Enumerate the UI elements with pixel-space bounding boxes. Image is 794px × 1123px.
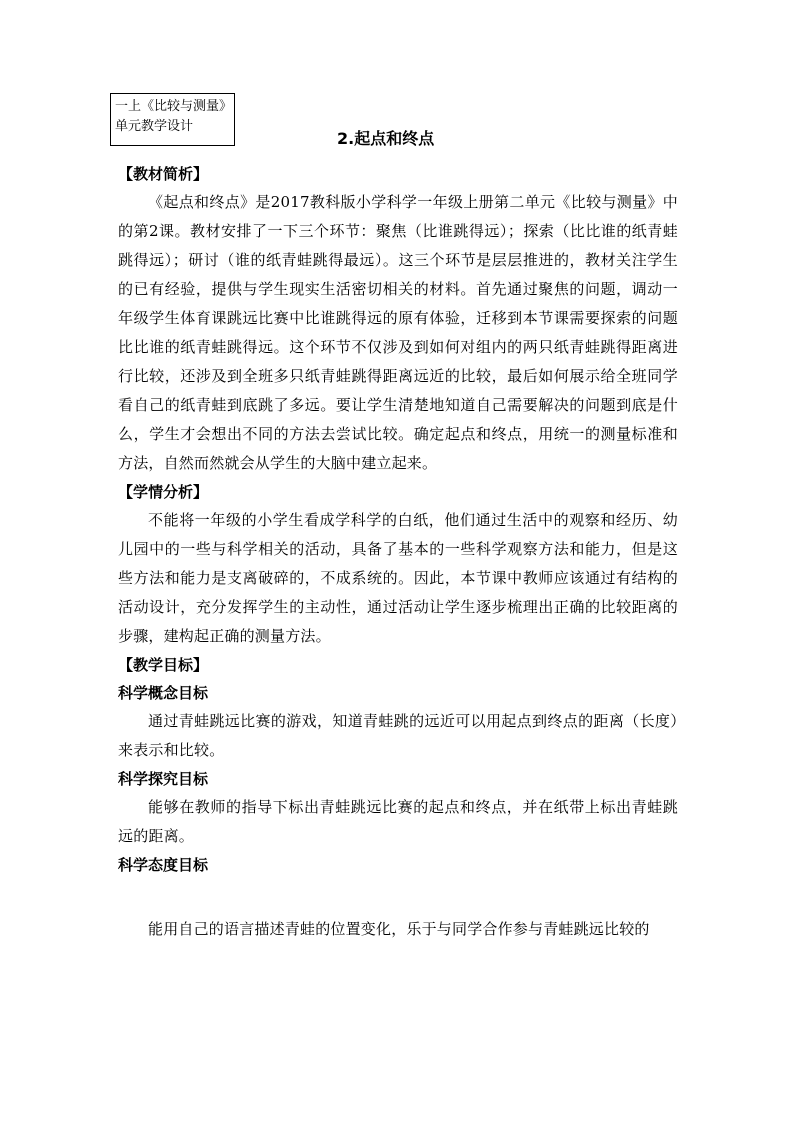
subheading-concept-goal: 科学概念目标 xyxy=(118,684,209,702)
paragraph-inquiry-goal: 能够在教师的指导下标出青蛙跳远比赛的起点和终点，并在纸带上标出青蛙跳远的距离。 xyxy=(118,798,678,845)
paragraph-concept-goal: 通过青蛙跳远比赛的游戏，知道青蛙跳的远近可以用起点到终点的距离（长度）来表示和比较。 xyxy=(118,712,678,759)
paragraph-students: 不能将一年级的小学生看成学科学的白纸，他们通过生活中的观察和经历、幼儿园中的一些与科学相关的活动，具备了基本的一些科学观察方法和能力，但是这些方法和能力是支离破碎的，不成系统的。因此，本节课中教师应该通过有结构的活动设计，充分发挥学生的主动性，通过活动让学生逐步梳理出正确的比较距离的步骤，建构起正确的测量方法。 xyxy=(118,511,678,645)
unit-label-line2: 单元教学设计 xyxy=(115,119,194,134)
lesson-title: 2.起点和终点 xyxy=(337,129,435,148)
section-heading-students: 【学情分析】 xyxy=(118,483,209,501)
document-body xyxy=(118,160,678,944)
section-heading-goals: 【教学目标】 xyxy=(118,656,209,674)
paragraph-material: 《起点和终点》是2017教科版小学科学一年级上册第二单元《比较与测量》中的第2课。教材安排了一下三个环节：聚焦（比谁跳得远）；探索（比比谁的纸青蛙跳得远）；研讨（谁的纸青蛙跳得最远）。这三个环节是层层推进的，教材关注学生的已有经验，提供与学生现实生活密切相关的材料。首先通过聚焦的问题，调动一年级学生体育课跳远比赛中比谁跳得远的原有体验，迁移到本节课需要探索的问题 比比谁的纸青蛙跳得远。这个环节不仅涉及到如何对组内的两只纸青蛙跳得距离进行比较，还涉及到全班多只纸青蛙跳得距离远近的比较，最后如何展示给全班同学看自己的纸青蛙到底跳了多远。要让学生清楚地知道自己需要解决的问题到底是什么，学生才会想出不同的方法去尝试比较。确定起点和终点，用统一的测量标准和方法，自然而然就会从学生的大脑中建立起来。 xyxy=(118,193,678,472)
section-heading-material: 【教材简析】 xyxy=(118,165,209,183)
unit-label-line1: 一上《比较与测量》 xyxy=(115,99,233,114)
blank-line xyxy=(118,879,678,915)
subheading-attitude-goal: 科学态度目标 xyxy=(118,856,209,874)
subheading-inquiry-goal: 科学探究目标 xyxy=(118,770,209,788)
paragraph-attitude-goal: 能用自己的语言描述青蛙的位置变化，乐于与同学合作参与青蛙跳远比较的 xyxy=(148,920,650,938)
unit-label-box xyxy=(110,93,235,146)
